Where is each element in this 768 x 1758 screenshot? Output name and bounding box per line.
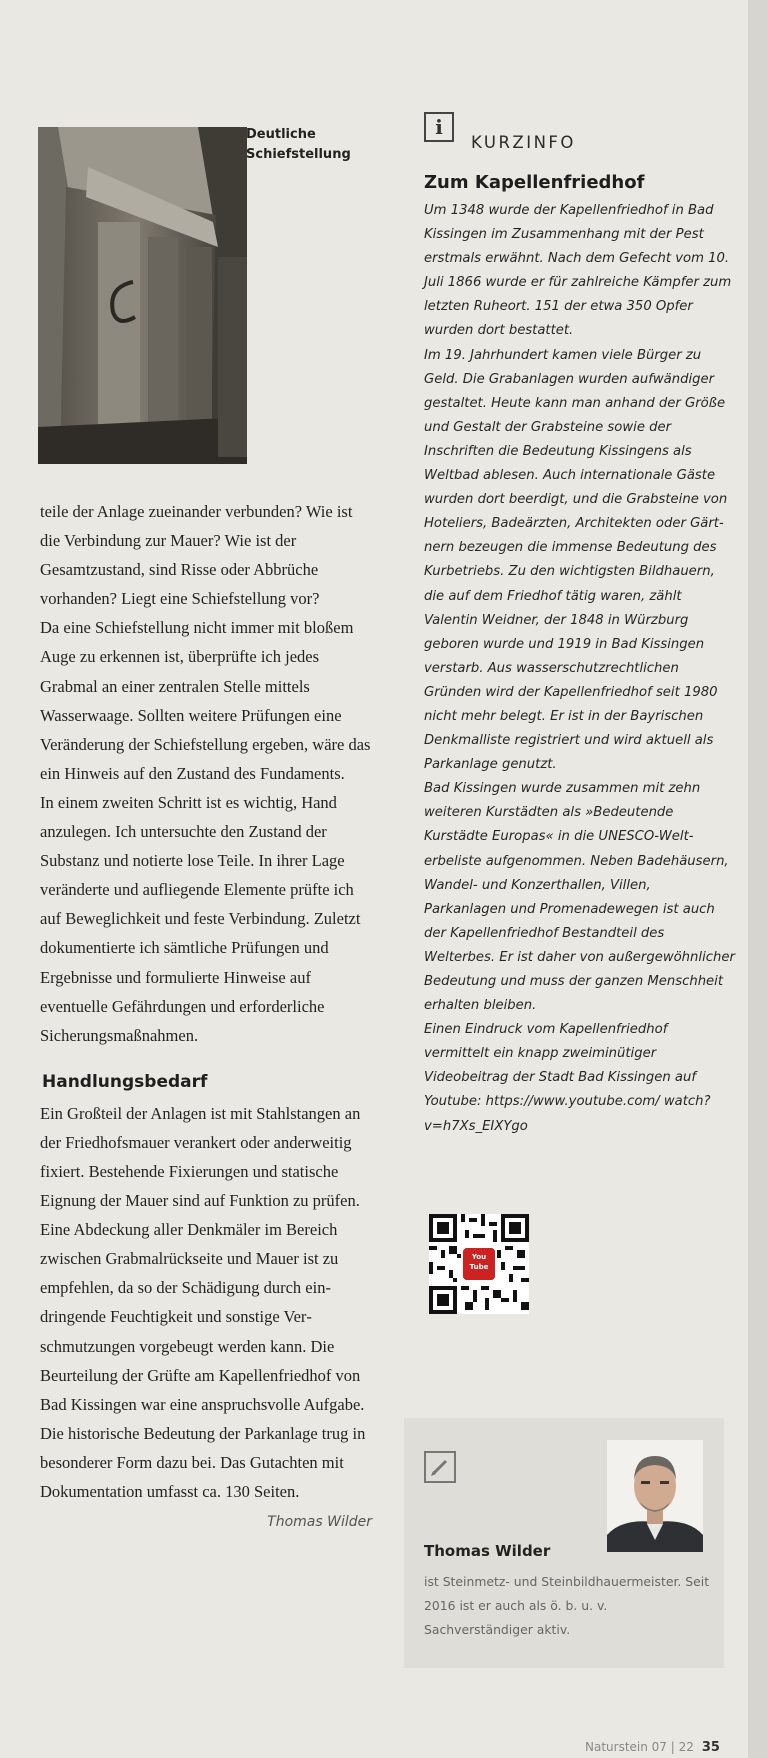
page-edge-shadow [748,0,768,1758]
page-footer [585,1740,720,1755]
left-column-text [40,497,372,1537]
body-paragraph: Da eine Schiefstellung nicht immer mit bloßem Auge zu erkennen ist, überprüfte ich jedes Grabmal an einer zentralen Stelle mittels Wasserwaage. Sollten weitere Prüfungen eine Veränderung der Schiefstellung ergeben, wäre das ein Hinweis auf den Zustand des Fundaments. [40,618,371,783]
section-heading: Handlungsbedarf [42,1071,208,1092]
kurzinfo-paragraph: Im 19. Jahrhundert kamen viele Bürger zu Geld. Die Grabanlagen wurden aufwändiger gestaltet. Heute kann man anhand der Größe und Gestalt der Grabsteine sowie der Inschriften die Bedeutung Kissingens als Weltbad ablesen. Auch internationale Gäste wurden dort beerdigt, und die Grabsteine von Hoteliers, Badeärzten, Architekten oder Gärtnern bezeugen die immense Bedeutung des Kurbetriebs. Zu den wichtigsten Bildhauern, die auf dem Friedhof tätig waren, zählt Valentin Weidner, der 1848 in Würzburg geboren wurde und 1919 in Bad Kissingen verstarb. Aus wasserschutzrechtlichen Gründen wird der Kapellenfriedhof seit 1980 nicht mehr belegt. Er ist in der Bayrischen Denkmalliste registriert und wird aktuell als Parkanlage genutzt. [424,347,728,773]
body-paragraph: teile der Anlage zueinander verbunden? Wie ist die Verbindung zur Mauer? Wie ist der Gesamtzustand, sind Risse oder Abbrüche vorhanden? Liegt eine Schiefstellung vor? [40,502,353,609]
body-paragraph: Ein Großteil der Anlagen ist mit Stahlstangen an der Friedhofsmauer verankert oder anderweitig fixiert. Bestehende Fixierungen und statische Eignung der Mauer sind auf Funktion zu prüfen. Eine Abdeckung aller Denkmäler im Bereich zwischen Grabmalrückseite und Mauer ist zu empfehlen, da so der Schädigung durch eindringende Feuchtigkeit und sonstige Verschmutzungen vorgebeugt werden kann. Die Beurteilung der Grüfte am Kapellenfriedhof von Bad Kissingen war eine anspruchsvolle Aufgabe. Die historische Bedeutung der Parkanlage trug in besonderer Form dazu bei. Das Gutachten mit Dokumentation umfasst ca. 130 Seiten. [40,1103,366,1501]
kurzinfo-title: Zum Kapellenfriedhof [424,172,645,193]
kurzinfo-paragraph: Einen Eindruck vom Kapellenfriedhof vermittelt ein knapp zweiminütiger Videobeitrag der Stadt Bad Kissingen auf Youtube: https://www.youtube.com/ watch?v=h7Xs_EIXYgo [424,1022,711,1134]
youtube-qr-code[interactable] [429,1214,529,1314]
kurzinfo-paragraph: Bad Kissingen wurde zusammen mit zehn weiteren Kurstädten als »Bedeutende Kurstädte Europas« in die UNESCO-Welterbeliste aufgenommen. Neben Badehäusern, Wandel- und Konzerthallen, Villen, Parkanlagen und Promenadewegen ist auch der Kapellenfriedhof Bestandteil des Welterbes. Er ist daher von außergewöhnlicher Bedeutung und muss der ganzen Menschheit erhalten bleiben. [424,781,735,1014]
photo-caption [246,125,376,165]
page-number: 35 [701,1740,720,1755]
kurzinfo-paragraph: Um 1348 wurde der Kapellenfriedhof in Bad Kissingen im Zusammenhang mit der Pest erstmals erwähnt. Nach dem Gefecht vom 10. Juli 1866 wurde er für zahlreiche Kämpfer zum letzten Ruheort. 151 der etwa 350 Opfer wurden dort bestattet. [424,203,732,339]
kurzinfo-label: KURZINFO [471,133,576,152]
cemetery-photo [38,127,247,464]
pencil-icon [424,1451,456,1483]
kurzinfo-header [424,112,724,152]
info-icon: i [424,112,454,142]
youtube-badge-line: Tube [469,1263,489,1271]
author-portrait [607,1440,703,1552]
kurzinfo-body [424,199,736,1139]
author-box [404,1418,724,1668]
kurzinfo-box [424,170,736,1139]
publication-name: Naturstein 07 | 22 [585,1740,694,1754]
body-paragraph: In einem zweiten Schritt ist es wichtig, Hand anzulegen. Ich untersuchte den Zustand der Substanz und notierte lose Teile. In ihrer Lage veränderte und aufliegende Elemente prüfte ich auf Beweglichkeit und feste Verbindung. Zuletzt dokumentierte ich sämtliche Prüfungen und Ergebnisse und formulierte Hinweise auf eventuelle Gefährdungen und erforderliche Sicherungsmaßnahmen. [40,792,361,1045]
photo-caption-line: Schiefstellung [246,147,351,162]
youtube-badge-line: You [471,1253,487,1261]
author-name: Thomas Wilder [424,1542,551,1560]
youtube-badge [465,1252,493,1272]
author-signature: Thomas Wilder [267,1514,372,1531]
photo-caption-line: Deutliche [246,127,316,142]
author-bio: ist Steinmetz- und Steinbildhauermeister. Seit 2016 ist er auch als ö. b. u. v. Sachverständiger aktiv. [424,1574,710,1637]
